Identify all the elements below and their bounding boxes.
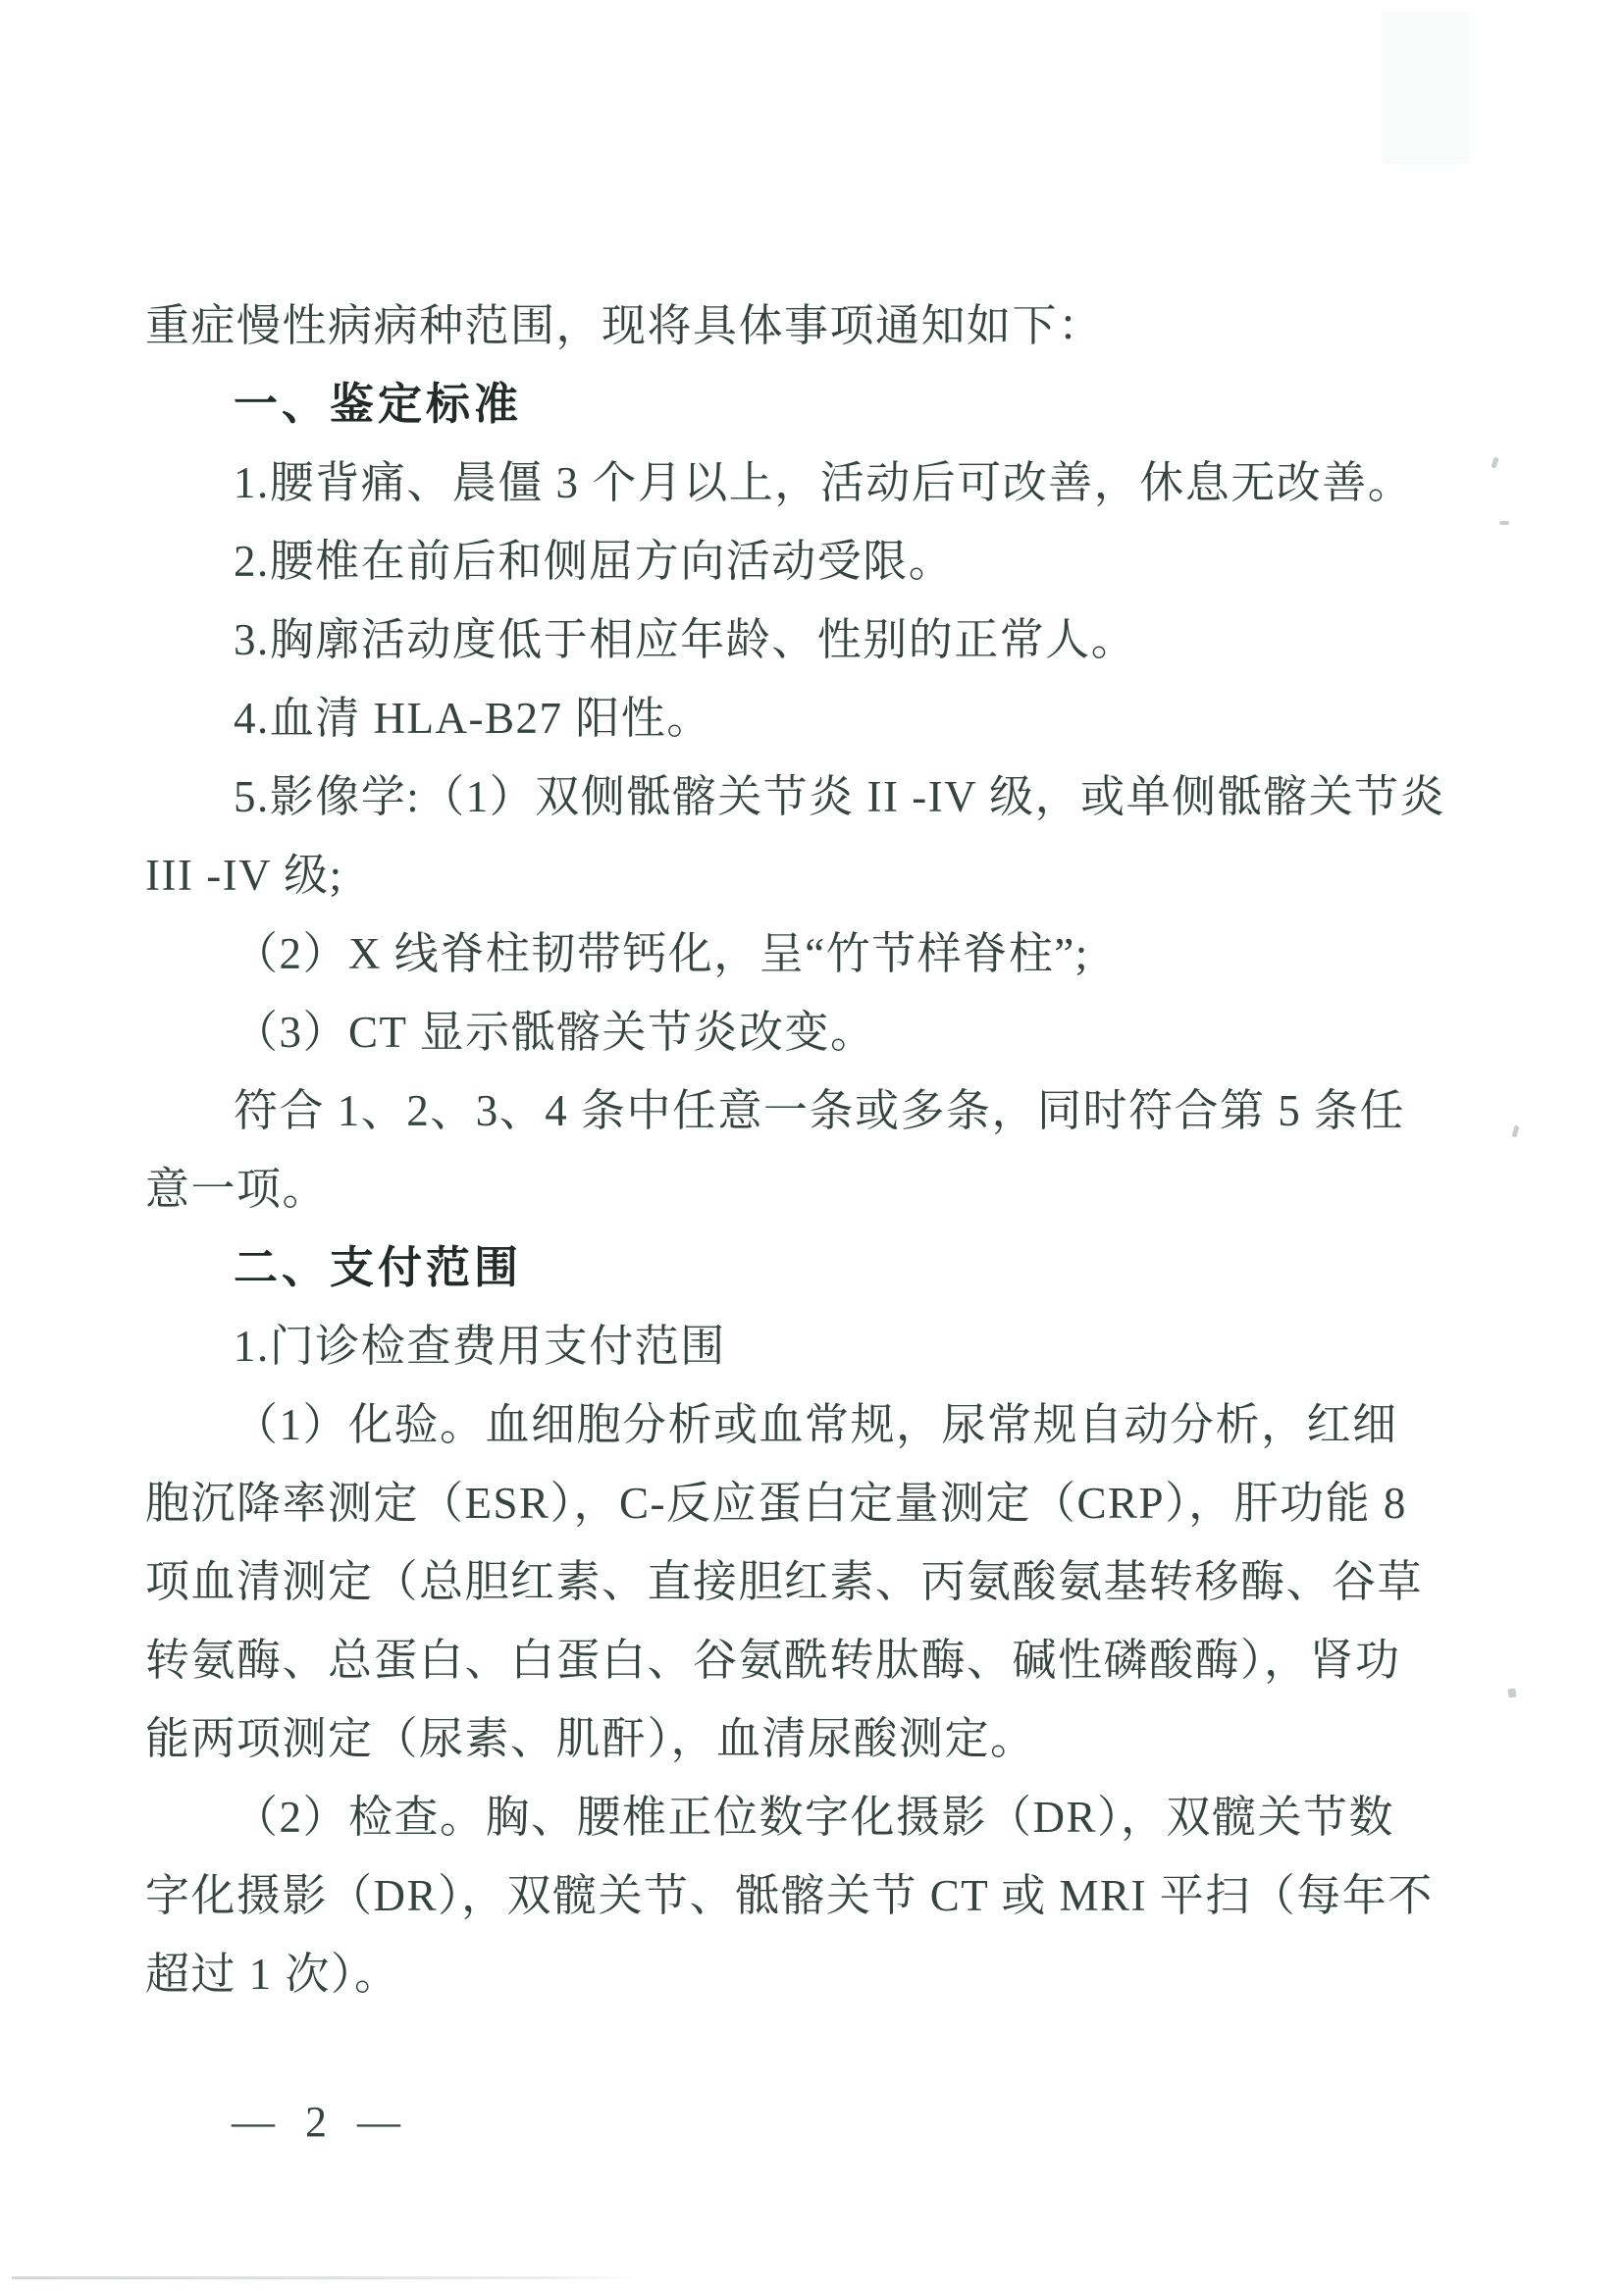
lab-tests-line-2: 胞沉降率测定（ESR），C-反应蛋白定量测定（CRP），肝功能 8 <box>145 1479 1407 1528</box>
lab-tests-line-4: 转氨酶、总蛋白、白蛋白、谷氨酰转肽酶、碱性磷酸酶），肾功 <box>145 1636 1401 1685</box>
lab-tests-line-3: 项血清测定（总胆红素、直接胆红素、丙氨酸氨基转移酶、谷草 <box>145 1557 1424 1606</box>
page-number: — 2 — <box>232 2098 410 2146</box>
criterion-1: 1.腰背痛、晨僵 3 个月以上，活动后可改善，休息无改善。 <box>234 458 1414 507</box>
criterion-3: 3.胸廓活动度低于相应年龄、性别的正常人。 <box>234 615 1137 664</box>
criterion-4: 4.血清 HLA-B27 阳性。 <box>234 694 712 743</box>
criteria-summary-line-2: 意一项。 <box>145 1165 329 1214</box>
scan-artifact-top-right <box>1382 12 1470 164</box>
criterion-2: 2.腰椎在前后和侧屈方向活动受限。 <box>234 537 955 586</box>
criterion-5-item-2: （2）X 线脊柱韧带钙化，呈“竹节样脊柱”; <box>234 929 1089 978</box>
scan-speck <box>1507 1688 1516 1697</box>
document-text-block <box>145 287 1509 2013</box>
exams-line-3: 超过 1 次）。 <box>145 1950 400 1999</box>
scan-speck <box>1499 521 1509 525</box>
intro-continuation-line: 重症慢性病病种范围，现将具体事项通知如下： <box>145 301 1104 350</box>
criterion-5-line-1: 5.影像学:（1）双侧骶髂关节炎 II -IV 级，或单侧骶髂关节炎 <box>234 772 1446 821</box>
heading-payment-scope: 二、支付范围 <box>234 1242 523 1292</box>
scan-artifact-bottom-line <box>12 2276 640 2279</box>
exams-line-1: （2）检查。胸、腰椎正位数字化摄影（DR），双髋关节数 <box>234 1793 1395 1842</box>
heading-identification-standard: 一、鉴定标准 <box>234 379 523 429</box>
exams-line-2: 字化摄影（DR），双髋关节、骶髂关节 CT 或 MRI 平扫（每年不 <box>145 1871 1434 1920</box>
lab-tests-line-1: （1）化验。血细胞分析或血常规，尿常规自动分析，红细 <box>234 1400 1398 1449</box>
lab-tests-line-5: 能两项测定（尿素、肌酐），血清尿酸测定。 <box>145 1714 1036 1763</box>
criterion-5-line-2: III -IV 级; <box>145 851 343 900</box>
criteria-summary-line-1: 符合 1、2、3、4 条中任意一条或多条，同时符合第 5 条任 <box>234 1086 1406 1135</box>
payment-scope-subtitle: 1.门诊检查费用支付范围 <box>234 1322 726 1371</box>
scan-speck <box>1512 1125 1520 1138</box>
criterion-5-item-3: （3）CT 显示骶髂关节炎改变。 <box>234 1008 876 1057</box>
